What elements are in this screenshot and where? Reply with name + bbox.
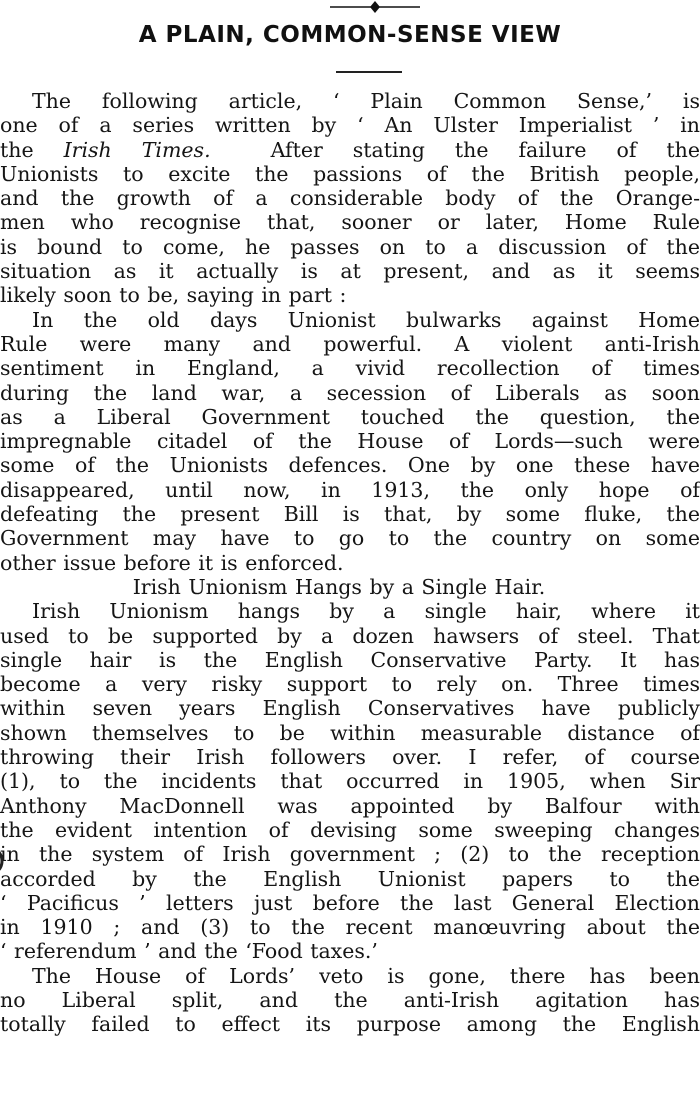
body-line: used to be supported by a dozen hawsers of steel. That (0, 623, 700, 648)
publication-name: Irish Times. (63, 137, 211, 162)
article-title: A PLAIN, COMMON-SENSE VIEW (138, 22, 562, 48)
body-line: in 1910 ; and (3) to the recent manœuvring about the (0, 915, 700, 940)
body-text: the (0, 137, 64, 162)
body-line: Unionists to excite the passions of the British people, (0, 161, 700, 186)
body-line: is bound to come, he passes on to a discussion of the (0, 234, 700, 259)
body-line: Government may have to go to the country on some (0, 526, 700, 551)
body-line: In the old days Unionist bulwarks against Home (32, 307, 700, 332)
body-line: disappeared, until now, in 1913, the only hope of (0, 477, 700, 502)
body-line: within seven years English Conservatives have publicly (0, 696, 700, 721)
body-line: The House of Lords’ veto is gone, there has been (32, 963, 700, 988)
body-line: in the system of Irish government ; (2) to the reception (0, 842, 700, 867)
body-line: ‘ Pacificus ’ letters just before the last General Election (0, 890, 700, 915)
body-line: totally failed to effect its purpose among the English (0, 1012, 700, 1037)
body-line: the evident intention of devising some sweeping changes (0, 817, 700, 842)
body-line: Anthony MacDonnell was appointed by Balfour with (0, 793, 700, 818)
body-line: accorded by the English Unionist papers to the (0, 866, 700, 891)
body-line: shown themselves to be within measurable distance of (0, 720, 700, 745)
body-line: ‘ referendum ’ and the ‘Food taxes.’ (0, 939, 378, 964)
body-line: men who recognise that, sooner or later, Home Rule (0, 210, 700, 235)
article-body (0, 89, 700, 1037)
body-line: throwing their Irish followers over. I refer, of course (0, 745, 700, 770)
body-line: single hair is the English Conservative Party. It has (0, 647, 700, 672)
body-line: Rule were many and powerful. A violent anti-Irish (0, 331, 700, 356)
body-line: other issue before it is enforced. (0, 550, 344, 575)
body-text: After stating the failure of the (210, 137, 700, 162)
body-line: situation as it actually is at present, and as it seems (0, 259, 700, 284)
body-line: likely soon to be, saying in part : (0, 283, 347, 308)
section-subheading: Irish Unionism Hangs by a Single Hair. (132, 574, 546, 599)
margin-bracket-icon (0, 848, 8, 874)
ornamental-rule-icon (330, 0, 420, 14)
body-line: some of the Unionists defences. One by one these have (0, 453, 700, 478)
body-line: The following article, ‘ Plain Common Sense,’ is (32, 89, 700, 113)
body-line: and the growth of a considerable body of the Orange- (0, 186, 700, 211)
body-line: as a Liberal Government touched the question, the (0, 404, 700, 429)
body-line: no Liberal split, and the anti-Irish agitation has (0, 987, 700, 1012)
body-line: impregnable citadel of the House of Lords—such were (0, 429, 700, 454)
body-line: Irish Unionism hangs by a single hair, where it (32, 599, 700, 624)
body-line: during the land war, a secession of Liberals as soon (0, 380, 700, 405)
body-line: become a very risky support to rely on. Three times (0, 672, 700, 697)
body-line: one of a series written by ‘ An Ulster Imperialist ’ in (0, 113, 700, 138)
body-line: (1), to the incidents that occurred in 1905, when Sir (0, 769, 700, 794)
body-line (0, 138, 700, 162)
body-line: defeating the present Bill is that, by some fluke, the (0, 502, 700, 527)
body-line: sentiment in England, a vivid recollection of times (0, 356, 700, 381)
title-underline (336, 71, 402, 73)
